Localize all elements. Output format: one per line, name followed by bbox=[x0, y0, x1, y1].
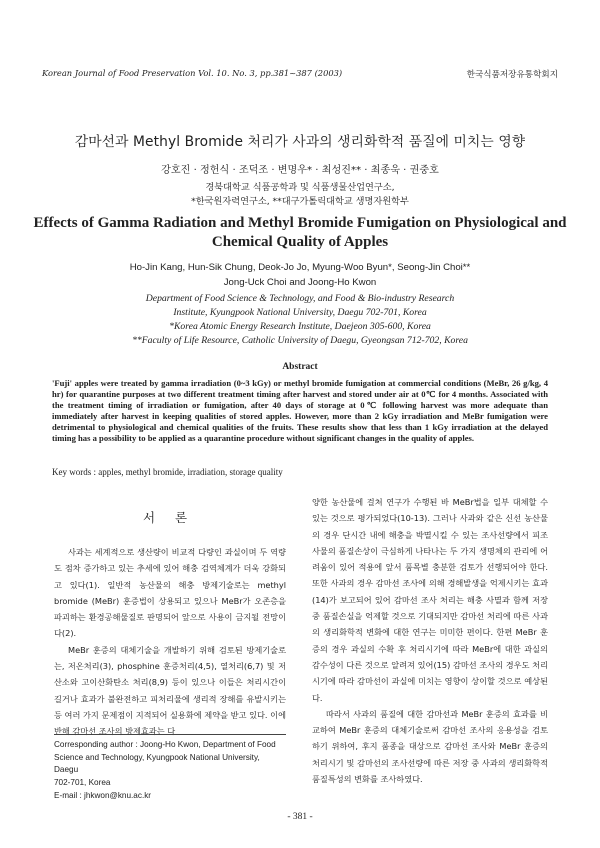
english-affiliation-4: **Faculty of Life Resource, Catholic University of Daegu, Gyeongsan 712-702, Korea bbox=[132, 335, 468, 346]
journal-citation: Korean Journal of Food Preservation Vol. 10. No. 3, pp.381~387 (2003) bbox=[42, 68, 343, 78]
paragraph: 사과는 세계적으로 생산량이 비교적 다량인 과실이며 두 역량도 점차 증가하고 있는 추세에 있어 해충 검역체계가 더욱 강화되고 있다(1). 일반적 농산물의 해충 방제기술로는 methyl bromide (MeBr) 훈증법이 상용되고 있으나 MeBr가 오존층을 파괴하는 환경공해물질로 판명되어 앞으로 사용이 금지될 전망이다(2). bbox=[54, 547, 286, 639]
correspondence-email: E-mail : jhkwon@knu.ac.kr bbox=[54, 790, 152, 800]
english-title-line-2: Chemical Quality of Apples bbox=[211, 234, 389, 250]
abstract-text: 'Fuji' apples were treated by gamma irradiation (0~3 kGy) or methyl bromide fumigation at commercial conditions (MeBr, 26 g/kg, 4 hr) for quarantine purposes at two different treatment timing after harvest and stored under air at 0℃ for 4 months. Associated with the treatment timing of irradiation or fumigation, after 40 days of storage at 0℃ following harvest was more adequate than immediately after harvest in keeping qualities of stored apples. However, more than 2 kGy irradiation and MeBr fumigation were detrimental to physiological and chemical qualities of the fruits. These results show that less than 1 kGy irradiation at the delayed timing has a possibility to be applied as a quarantine procedure without significant changes in the quality of apples. bbox=[52, 378, 548, 444]
correspondence-footnote bbox=[54, 739, 286, 803]
footnote-divider bbox=[54, 734, 286, 735]
correspondence-line: Science and Technology, Kyungpook National University, Daegu bbox=[54, 752, 260, 775]
correspondence-line: 702-701, Korea bbox=[54, 778, 111, 788]
korean-affiliation-2: *한국원자력연구소, **대구가톨릭대학교 생명자원학부 bbox=[191, 196, 409, 207]
page-number: - 381 - bbox=[287, 812, 313, 822]
section-heading-introduction: 서 론 bbox=[142, 510, 196, 525]
korean-title: 감마선과 Methyl Bromide 처리가 사과의 생리화학적 품질에 미치는 영향 bbox=[74, 134, 526, 150]
english-affiliation-3: *Korea Atomic Energy Research Institute, Daejeon 305-600, Korea bbox=[169, 321, 431, 332]
korean-affiliation-1: 경북대학교 식품공학과 및 식품생물산업연구소, bbox=[205, 182, 395, 193]
paragraph: MeBr 훈증의 대체기술을 개발하기 위해 검토된 방제기술로는, 저온처리(3), phosphine 훈증처리(4,5), 열처리(6,7) 및 저산소와 고이산화탄소 처리(8,9) 등이 있으나 이들은 처리시간이 길거나 효과가 불완전하고 피처리물에 생리적 장해를 유발시키는 등 여러 가지 문제점이 지적되어 실용화에 제약을 받고 있다. 이에 반해 감마선 조사의 방제효과는 다 bbox=[54, 644, 286, 737]
society-name: 한국식품저장유통학회지 bbox=[466, 70, 558, 80]
abstract-heading: Abstract bbox=[282, 362, 318, 372]
keywords: Key words : apples, methyl bromide, irradiation, storage quality bbox=[52, 467, 283, 477]
english-affiliation-1: Department of Food Science & Technology, and Food & Bio-industry Research bbox=[145, 293, 455, 304]
paragraph: 따라서 사과의 품질에 대한 감마선과 MeBr 훈증의 효과를 비교하여 MeBr 훈증의 대체기술로써 감마선 조사의 응용성을 검토하기 위하여, 후지 품종을 대상으로 감마선 조사와 MeBr 훈증의 처리시기 및 감마선의 조사선량에 따른 저장 중 사과의 생리화학적 품질특성의 변화를 조사하였다. bbox=[312, 708, 548, 785]
correspondence-line: Corresponding author : Joong-Ho Kwon, Department of Food bbox=[54, 740, 276, 749]
english-authors-line-2: Jong-Uck Choi and Joong-Ho Kwon bbox=[223, 277, 377, 288]
english-affiliation-2: Institute, Kyungpook National University, Daegu 702-701, Korea bbox=[173, 307, 427, 318]
korean-authors: 강호진 · 정헌식 · 조덕조 · 변명우* · 최성진** · 최종욱 · 권중호 bbox=[161, 165, 439, 176]
left-column bbox=[54, 544, 286, 740]
english-authors-line-1: Ho-Jin Kang, Hun-Sik Chung, Deok-Jo Jo, Myung-Woo Byun*, Seong-Jin Choi** bbox=[129, 262, 471, 273]
english-title-line-1: Effects of Gamma Radiation and Methyl Bromide Fumigation on Physiological and bbox=[33, 215, 567, 231]
right-column bbox=[312, 494, 548, 787]
english-title bbox=[0, 214, 600, 252]
paragraph: 양한 농산물에 걸쳐 연구가 수행된 바 MeBr법을 일부 대체할 수 있는 것으로 평가되었다(10-13). 그러나 사과와 같은 신선 농산물의 경우 단시간 내에 해충을 박멸시킬 수 있는 조사선량에서 피조사물의 품질손상이 극심하게 나타나는 두 가지 생명체의 관리에 어려움이 있어 적용에 앞서 품목별 충분한 검토가 선행되어야 한다. 또한 사과의 경우 감마선 조사에 의해 경해발생을 억제시키는 효과(14)가 보고되어 있어 감마선 조사 처리는 해충 사멸과 함께 저장 중 품질손실을 억제할 것으로 기대되지만 감마선 처리에 따른 사과의 생리화학적 변화에 대한 연구는 미미한 편이다. 한편 MeBr 훈증의 경우 과실의 수확 후 처리시기에 따라 MeBr에 대한 과실의 감수성이 다른 것으로 알려져 있어(15) 감마선 조사의 경우도 처리시기에 따라 감마선이 과실에 미치는 영향이 상이할 것으로 예상된다. bbox=[312, 497, 548, 703]
